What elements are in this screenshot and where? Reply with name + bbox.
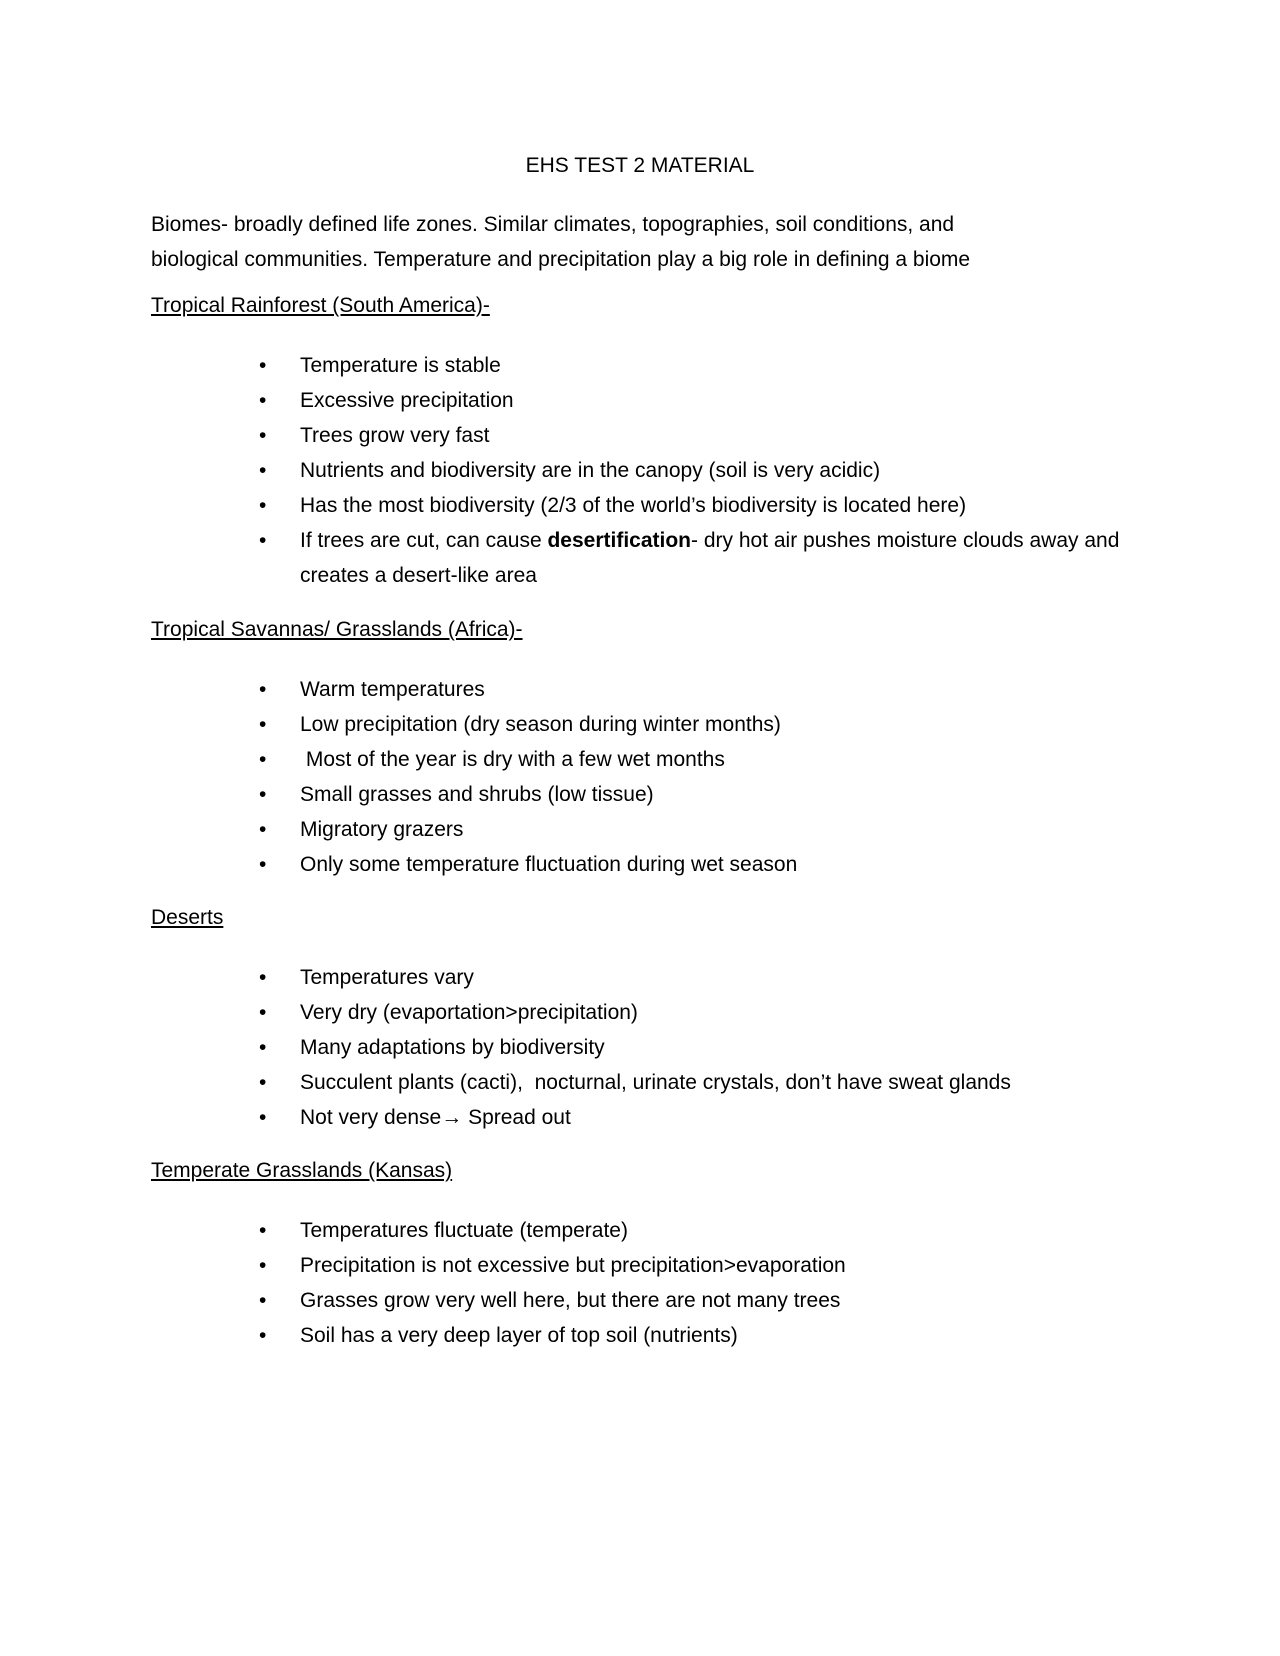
list-temperate-grasslands xyxy=(0,1213,1280,1353)
list-item: • Grasses grow very well here, but there are not many trees xyxy=(0,1283,1280,1318)
section-heading-temperate-grasslands: Temperate Grasslands (Kansas) xyxy=(151,1159,453,1182)
document-title: EHS TEST 2 MATERIAL xyxy=(525,154,755,177)
list-item: • Temperatures vary xyxy=(0,960,1280,995)
list-deserts xyxy=(0,960,1280,1135)
list-item: • Most of the year is dry with a few wet months xyxy=(0,742,1280,777)
bullet-icon: • xyxy=(259,853,267,876)
list-tropical-rainforest xyxy=(0,348,1280,593)
list-item: • Trees grow very fast xyxy=(0,418,1280,453)
section-heading-tropical-savannas: Tropical Savannas/ Grasslands (Africa)- xyxy=(151,618,523,641)
bullet-icon: • xyxy=(259,529,267,552)
bullet-icon: • xyxy=(259,494,267,517)
bullet-icon: • xyxy=(259,424,267,447)
bullet-icon: • xyxy=(259,1289,267,1312)
list-item: • Warm temperatures xyxy=(0,672,1280,707)
list-item: • Many adaptations by biodiversity xyxy=(0,1030,1280,1065)
bullet-icon: • xyxy=(259,1036,267,1059)
bullet-icon: • xyxy=(259,1254,267,1277)
intro-paragraph xyxy=(151,207,1151,277)
list-item: • Precipitation is not excessive but precipitation>evaporation xyxy=(0,1248,1280,1283)
list-item: • Excessive precipitation xyxy=(0,383,1280,418)
list-tropical-savannas xyxy=(0,672,1280,882)
bullet-icon: • xyxy=(259,1324,267,1347)
bold-term-desertification: desertification xyxy=(547,529,692,552)
list-item: • Has the most biodiversity (2/3 of the world’s biodiversity is located here) xyxy=(0,488,1280,523)
list-item: • Not very dense→ Spread out xyxy=(0,1100,1280,1135)
bullet-icon: • xyxy=(259,1219,267,1242)
intro-line-2: biological communities. Temperature and precipitation play a big role in defining a biome xyxy=(151,248,971,271)
list-item: • Only some temperature fluctuation during wet season xyxy=(0,847,1280,882)
list-item: • Nutrients and biodiversity are in the canopy (soil is very acidic) xyxy=(0,453,1280,488)
list-item: • Low precipitation (dry season during winter months) xyxy=(0,707,1280,742)
bullet-icon: • xyxy=(259,1071,267,1094)
bullet-icon: • xyxy=(259,818,267,841)
bullet-icon: • xyxy=(259,713,267,736)
bullet-icon: • xyxy=(259,1106,267,1129)
intro-line-1: Biomes- broadly defined life zones. Similar climates, topographies, soil conditions, and xyxy=(151,213,955,236)
bullet-icon: • xyxy=(259,966,267,989)
list-item: • Soil has a very deep layer of top soil (nutrients) xyxy=(0,1318,1280,1353)
list-item: • Very dry (evaportation>precipitation) xyxy=(0,995,1280,1030)
list-item: • Small grasses and shrubs (low tissue) xyxy=(0,777,1280,812)
bullet-icon: • xyxy=(259,748,267,771)
bullet-icon: • xyxy=(259,783,267,806)
bullet-icon: • xyxy=(259,678,267,701)
list-item: • Temperatures fluctuate (temperate) xyxy=(0,1213,1280,1248)
section-heading-deserts: Deserts xyxy=(151,906,224,929)
bullet-icon: • xyxy=(259,459,267,482)
list-item: • Migratory grazers xyxy=(0,812,1280,847)
bullet-icon: • xyxy=(259,1001,267,1024)
list-item: • Succulent plants (cacti), nocturnal, urinate crystals, don’t have sweat glands xyxy=(0,1065,1280,1100)
list-item: • Temperature is stable xyxy=(0,348,1280,383)
section-heading-tropical-rainforest: Tropical Rainforest (South America)- xyxy=(151,294,490,317)
list-item: • If trees are cut, can cause desertification- dry hot air pushes moisture clouds away and creates a desert-like area xyxy=(0,523,1280,593)
bullet-icon: • xyxy=(259,389,267,412)
bullet-icon: • xyxy=(259,354,267,377)
